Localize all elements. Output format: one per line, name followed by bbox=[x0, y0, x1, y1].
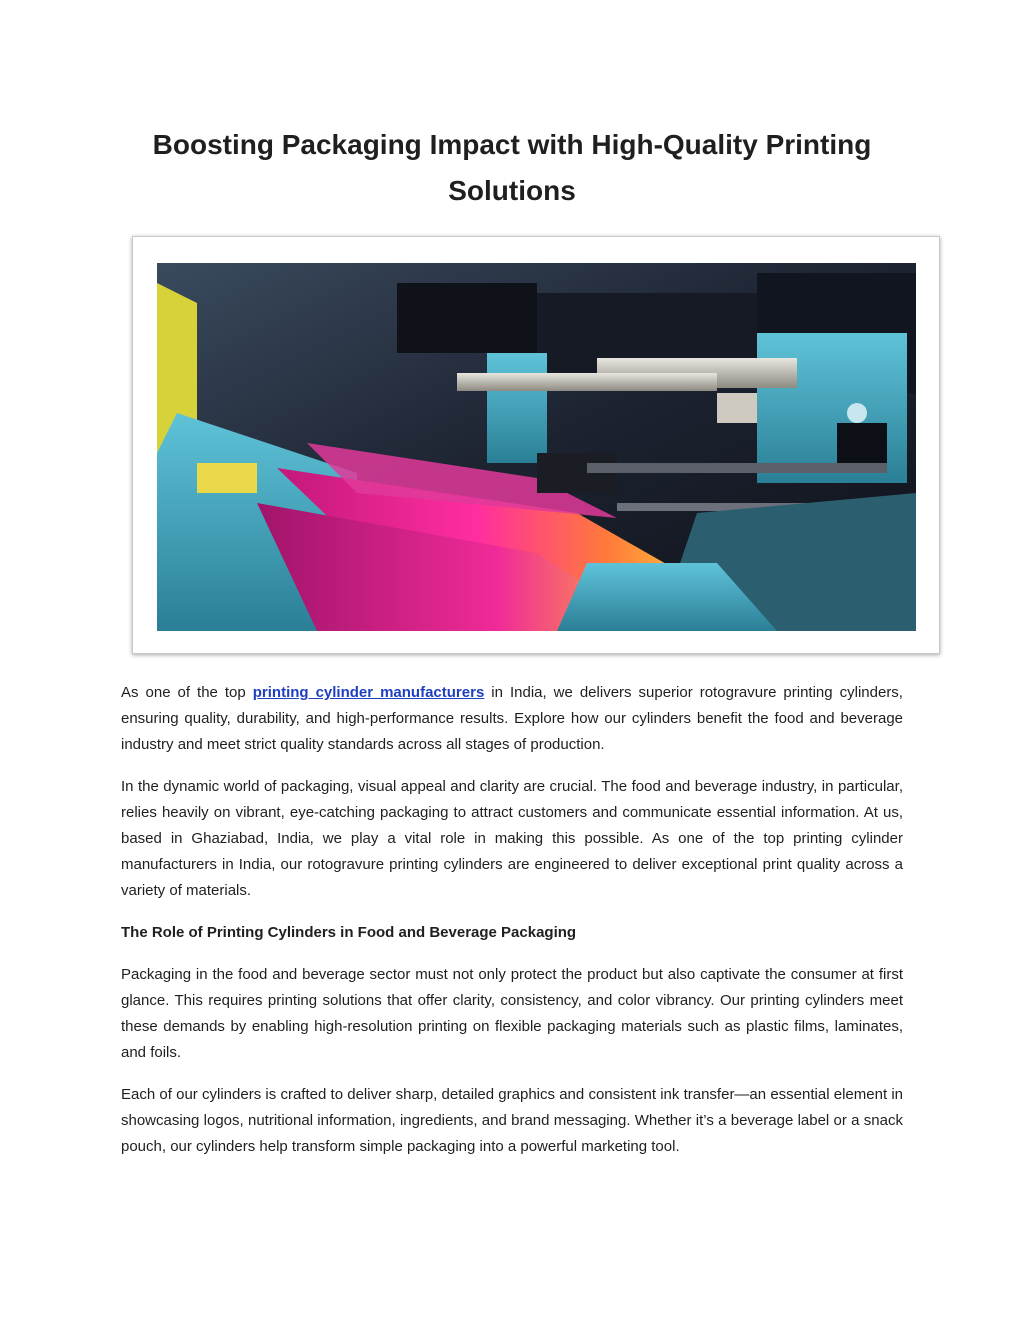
hero-image bbox=[157, 263, 916, 631]
body-paragraph-4: Each of our cylinders is crafted to deliver sharp, detailed graphics and consistent ink transfer—an essential element in showcasing logos, nutritional information, ingredients, and brand messaging. Whether it’s a beverage label or a snack pouch, our cylinders help transform simple packaging into a powerful marketing tool. bbox=[121, 1086, 903, 1155]
section-heading: The Role of Printing Cylinders in Food and Beverage Packaging bbox=[121, 924, 577, 941]
hero-image-frame bbox=[132, 236, 940, 654]
printing-machine-illustration bbox=[157, 263, 916, 631]
article-body bbox=[121, 680, 903, 1176]
body-paragraph-3: Packaging in the food and beverage sector must not only protect the product but also captivate the consumer at first glance. This requires printing solutions that offer clarity, consistency, and color vibrancy. Our printing cylinders meet these demands by enabling high-resolution printing on flexible packaging materials such as plastic films, laminates, and foils. bbox=[121, 966, 903, 1061]
intro-text-end: in India, we delivers superior rotogravure printing cylinders, ensuring quality, durability, and high-performance results. Explore how our cylinders benefit the food and beverage industry and meet strict quality standards across all stages of production. bbox=[121, 684, 903, 753]
body-paragraph-2: In the dynamic world of packaging, visual appeal and clarity are crucial. The food and beverage industry, in particular, relies heavily on vibrant, eye-catching packaging to attract customers and communicate essential information. At us, based in Ghaziabad, India, we play a vital role in making this possible. As one of the top printing cylinder manufacturers in India, our rotogravure printing cylinders are engineered to deliver exceptional print quality across a variety of materials. bbox=[121, 778, 903, 899]
intro-paragraph bbox=[121, 680, 903, 758]
intro-text-start: As one of the top bbox=[121, 684, 253, 701]
printing-cylinder-manufacturers-link[interactable]: printing cylinder manufacturers bbox=[252, 684, 485, 701]
page-title: Boosting Packaging Impact with High-Quality Printing Solutions bbox=[152, 129, 872, 206]
